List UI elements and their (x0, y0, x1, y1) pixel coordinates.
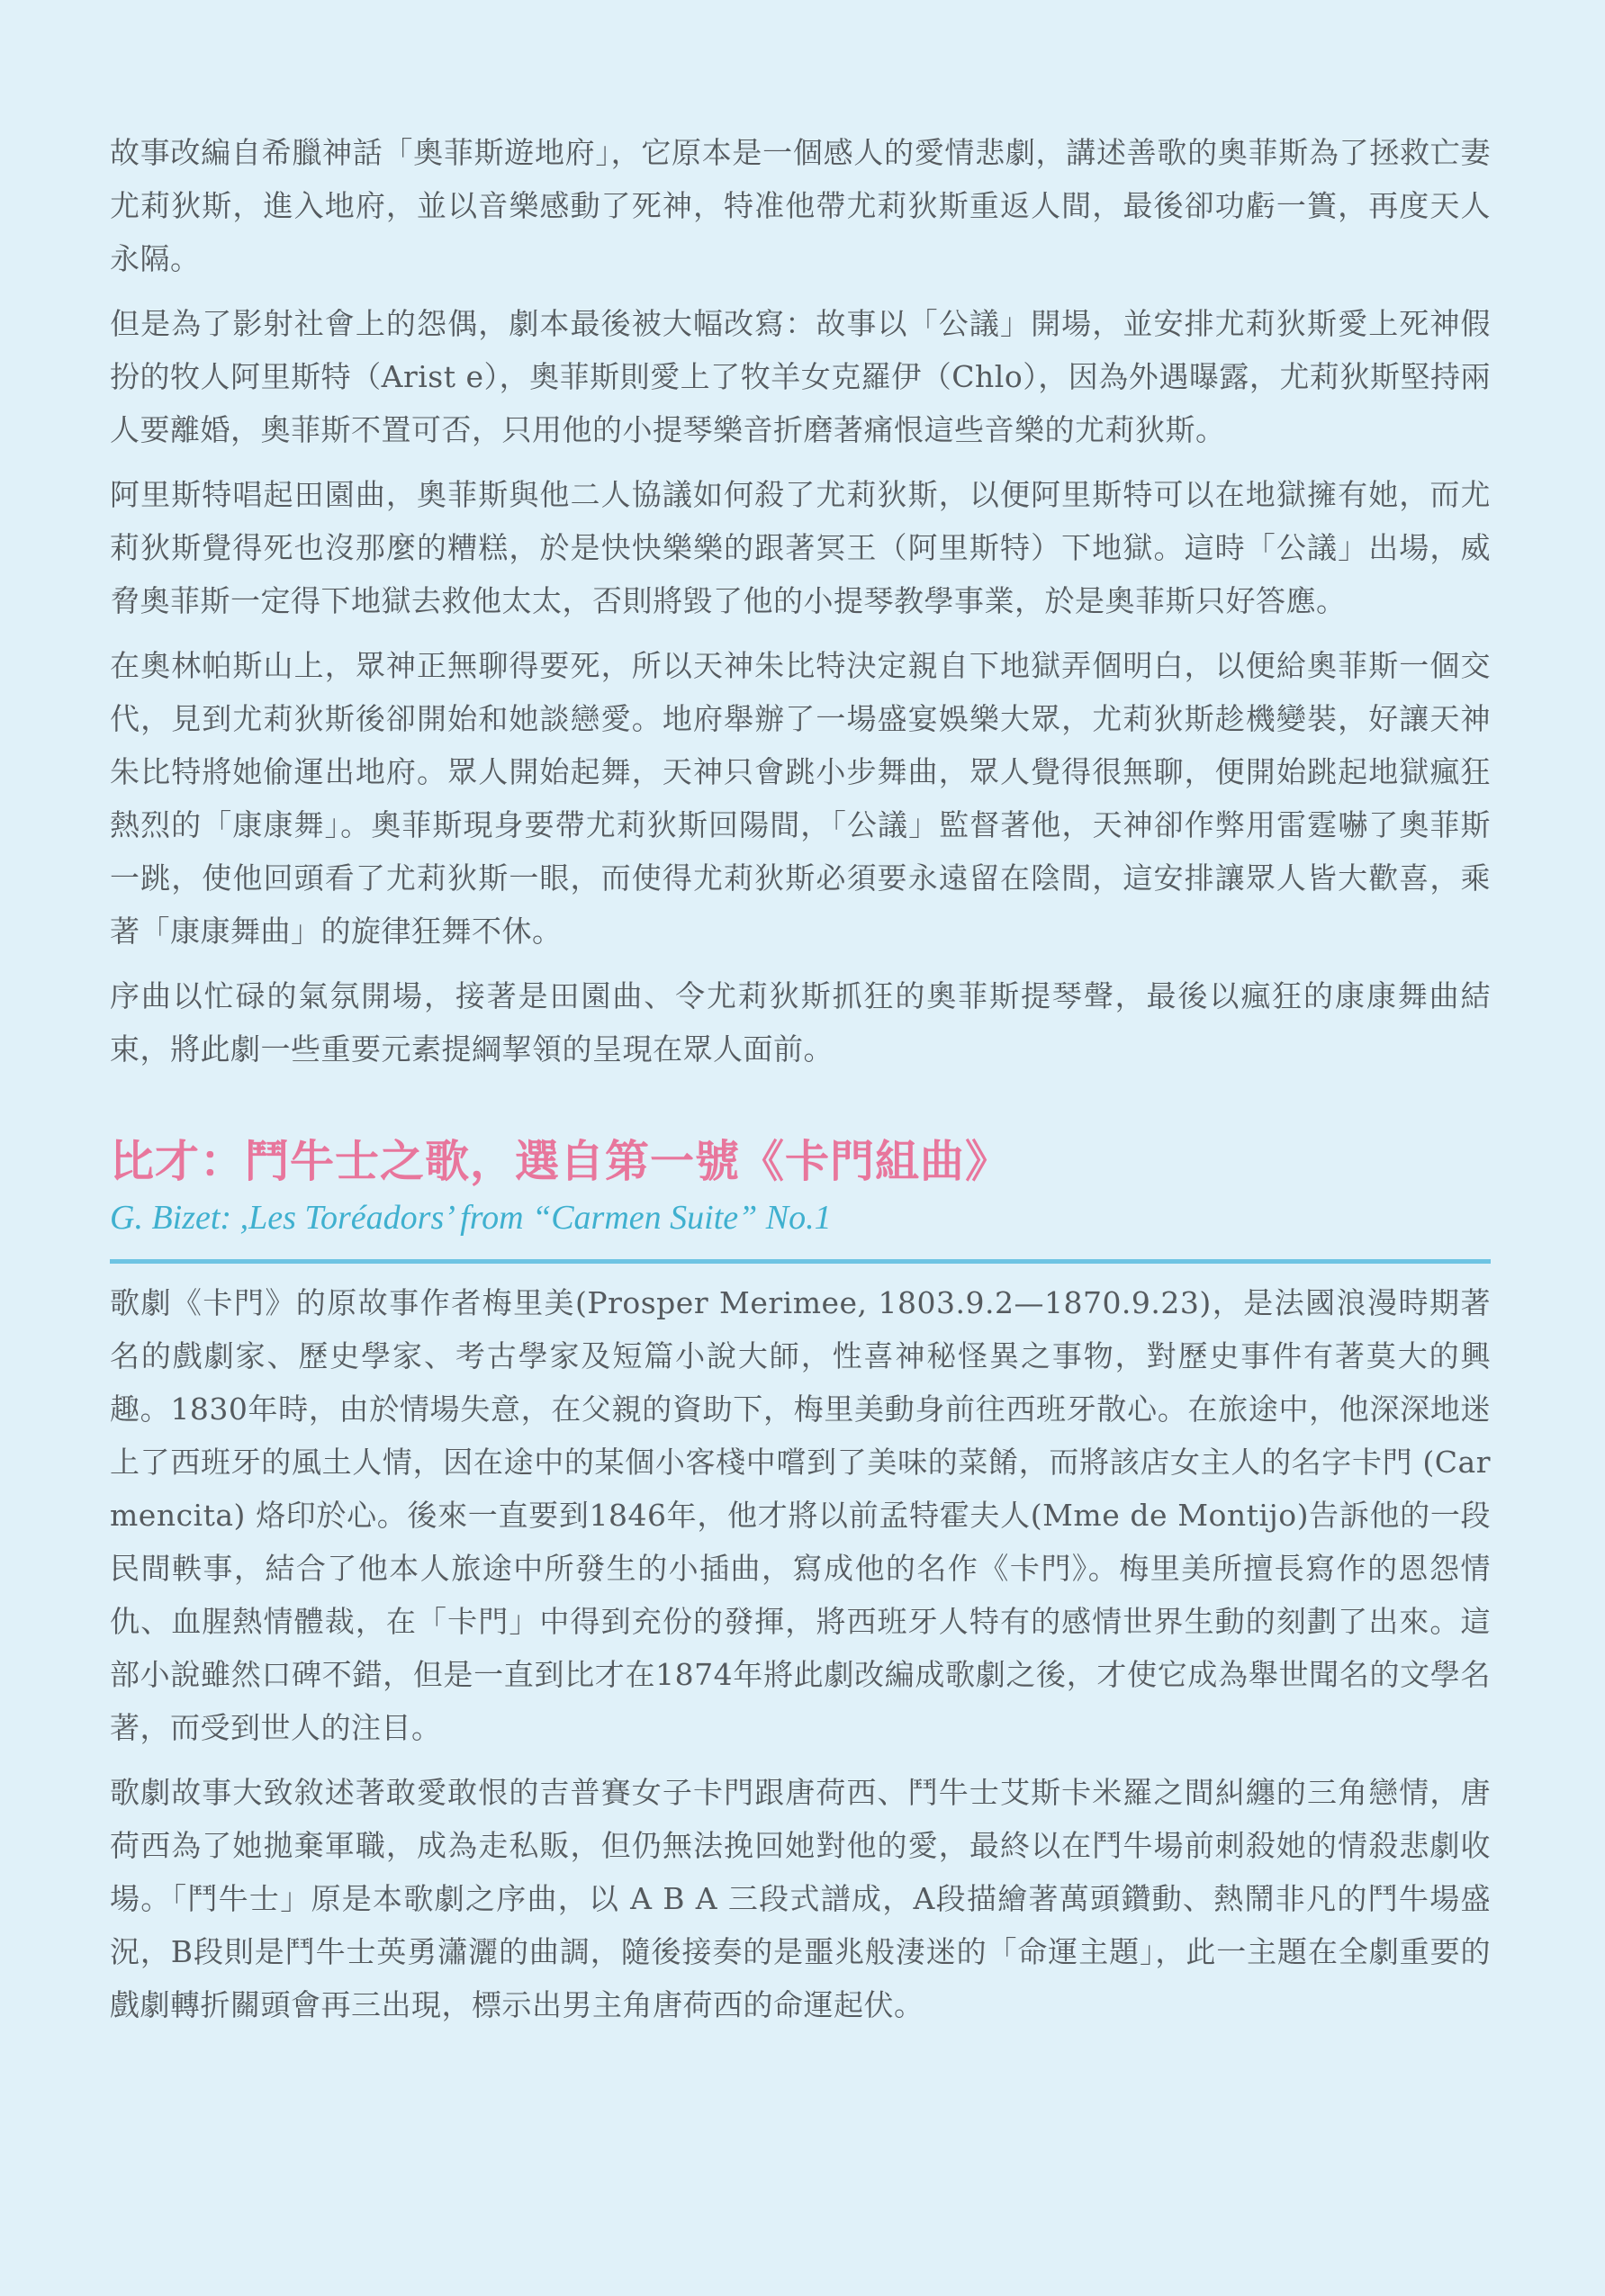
section-body (110, 1276, 1491, 2031)
section-divider (110, 1259, 1491, 1264)
intro-paragraph-5: 序曲以忙碌的氣氛開場，接著是田園曲、令尤莉狄斯抓狂的奧菲斯提琴聲，最後以瘋狂的康康舞曲結束，將此劇一些重要元素提綱挈領的呈現在眾人面前。 (110, 978, 1491, 1067)
intro-paragraph-4: 在奧林帕斯山上，眾神正無聊得要死，所以天神朱比特決定親自下地獄弄個明白，以便給奧菲斯一個交代，見到尤莉狄斯後卻開始和她談戀愛。地府舉辦了一場盛宴娛樂大眾，尤莉狄斯趁機變裝，好讓天神朱比特將她偷運出地府。眾人開始起舞，天神只會跳小步舞曲，眾人覺得很無聊，便開始跳起地獄瘋狂熱烈的「康康舞」。奧菲斯現身要帶尤莉狄斯回陽間，「公議」監督著他，天神卻作弊用雷霆嚇了奧菲斯一跳，使他回頭看了尤莉狄斯一眼，而使得尤莉狄斯必須要永遠留在陰間，這安排讓眾人皆大歡喜，乘著「康康舞曲」的旋律狂舞不休。 (110, 648, 1491, 949)
section-title-chinese: 比才：鬥牛士之歌，選自第一號《卡門組曲》 (110, 1135, 1011, 1187)
intro-paragraph-2: 但是為了影射社會上的怨偶，劇本最後被大幅改寫：故事以「公議」開場，並安排尤莉狄斯愛上死神假扮的牧人阿里斯特（Arist e），奧菲斯則愛上了牧羊女克羅伊（Chlo），因為外遇曝露，尤莉狄斯堅持兩人要離婚，奧菲斯不置可否，只用他的小提琴樂音折磨著痛恨這些音樂的尤莉狄斯。 (110, 306, 1491, 447)
intro-paragraph-3: 阿里斯特唱起田園曲，奧菲斯與他二人協議如何殺了尤莉狄斯，以便阿里斯特可以在地獄擁有她，而尤莉狄斯覺得死也沒那麼的糟糕，於是快快樂樂的跟著冥王（阿里斯特）下地獄。這時「公議」出場，威脅奧菲斯一定得下地獄去救他太太，否則將毀了他的小提琴教學事業，於是奧菲斯只好答應。 (110, 477, 1491, 618)
section-heading (110, 1131, 1491, 1264)
section-paragraph-1: 歌劇《卡門》的原故事作者梅里美(Prosper Merimee, 1803.9.2—1870.9.23)，是法國浪漫時期著名的戲劇家、歷史學家、考古學家及短篇小說大師，性喜神秘怪異之事物，對歷史事件有著莫大的興趣。1830年時，由於情場失意，在父親的資助下，梅里美動身前往西班牙散心。在旅途中，他深深地迷上了西班牙的風土人情，因在途中的某個小客棧中嚐到了美味的菜餚，而將該店女主人的名字卡門 (Carmencita) 烙印於心。後來一直要到1846年，他才將以前孟特霍夫人(Mme de Montijo)告訴他的一段民間軼事，結合了他本人旅途中所發生的小插曲，寫成他的名作《卡門》。梅里美所擅長寫作的恩怨情仇、血腥熱情體裁，在「卡門」中得到充份的發揮，將西班牙人特有的感情世界生動的刻劃了出來。這部小說雖然口碑不錯，但是一直到比才在1874年將此劇改編成歌劇之後，才使它成為舉世聞名的文學名著，而受到世人的注目。 (110, 1285, 1491, 1745)
document-page (110, 126, 1491, 2043)
intro-paragraph-1: 故事改編自希臘神話「奧菲斯遊地府」，它原本是一個感人的愛情悲劇，講述善歌的奧菲斯為了拯救亡妻尤莉狄斯，進入地府，並以音樂感動了死神，特准他帶尤莉狄斯重返人間，最後卻功虧一簣，再度天人永隔。 (110, 135, 1491, 276)
section-title-english: G. Bizet: ,Les Toréadors’ from “Carmen Suite” No.1 (110, 1199, 832, 1237)
intro-section (110, 126, 1491, 1076)
section-paragraph-2: 歌劇故事大致敘述著敢愛敢恨的吉普賽女子卡門跟唐荷西、鬥牛士艾斯卡米羅之間糾纏的三角戀情，唐荷西為了她拋棄軍職，成為走私販，但仍無法挽回她對他的愛，最終以在鬥牛場前刺殺她的情殺悲劇收場。「鬥牛士」原是本歌劇之序曲，以 A B A 三段式譜成，A段描繪著萬頭鑽動、熱鬧非凡的鬥牛場盛況，B段則是鬥牛士英勇瀟灑的曲調，隨後接奏的是噩兆般淒迷的「命運主題」，此一主題在全劇重要的戲劇轉折關頭會再三出現，標示出男主角唐荷西的命運起伏。 (110, 1775, 1491, 2022)
